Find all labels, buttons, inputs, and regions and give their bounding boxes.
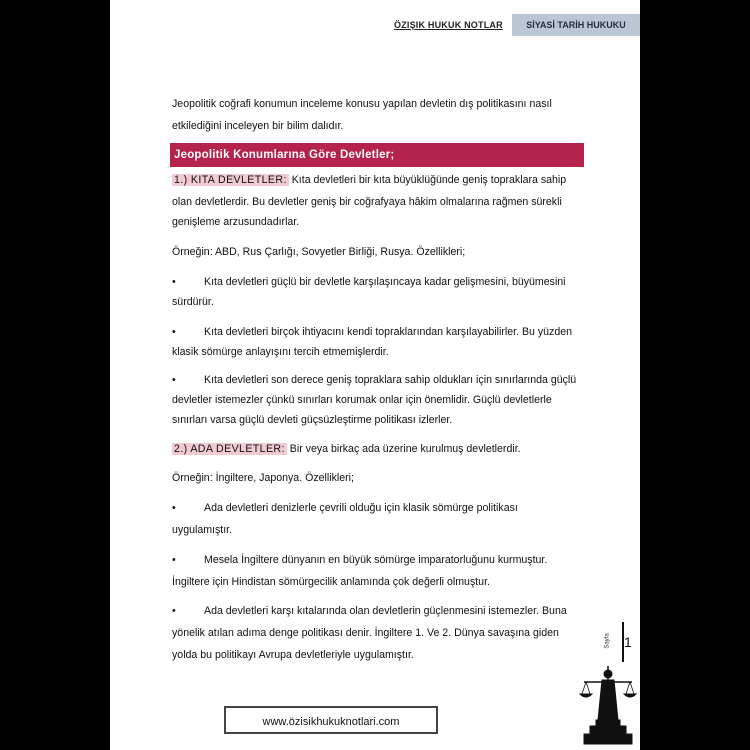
section-banner: Jeopolitik Konumlarına Göre Devletler; bbox=[170, 143, 584, 167]
header-brand: ÖZIŞIK HUKUK NOTLAR bbox=[394, 20, 503, 30]
kita-bullet-3-cont-1: devletler istemezler çünkü sınırları korumak onlar için önemlidir. Güçlü devletlerle bbox=[172, 394, 552, 406]
footer-website: www.özisikhukuknotlari.com bbox=[224, 706, 438, 734]
page-number: 1 bbox=[624, 634, 632, 650]
kita-example: Örneğin: ABD, Rus Çarlığı, Sovyetler Birliği, Rusya. Özellikleri; bbox=[172, 246, 466, 258]
kita-bullet-2: • Kıta devletleri birçok ihtiyacını kendi topraklarından karşılayabilirler. Bu yüzden bbox=[172, 322, 582, 342]
kita-desc-line-2: olan devletlerdir. Bu devletler geniş bir coğrafyaya hâkim olmalarına rağmen sürekli bbox=[172, 196, 562, 208]
kita-bullet-1-cont: sürdürür. bbox=[172, 296, 214, 308]
ada-bullet-3: • Ada devletleri karşı kıtalarında olan devletlerin güçlenmesini istemezler. Buna bbox=[172, 601, 582, 621]
kita-desc-line-3: genişleme arzusundadırlar. bbox=[172, 216, 300, 228]
header-subject: SİYASİ TARİH HUKUKU bbox=[512, 14, 640, 36]
kita-bullet-1: • Kıta devletleri güçlü bir devletle karşılaşıncaya kadar gelişmesini, büyümesini bbox=[172, 272, 582, 292]
bullet-icon: • bbox=[172, 605, 176, 617]
ada-bullet-3-cont-2: yolda bu politikayı Avrupa devletleriyle uygulamıştır. bbox=[172, 649, 414, 661]
ada-bullet-2-cont: İngiltere için Hindistan sömürgecilik anlamında çok değerli olmuştur. bbox=[172, 576, 490, 588]
bullet-icon: • bbox=[172, 326, 176, 338]
intro-line-2: etkilediğini inceleyen bir bilim dalıdır. bbox=[172, 120, 344, 132]
intro-line-1: Jeopolitik coğrafi konumun inceleme konusu yapılan devletin dış politikasını nasıl bbox=[172, 98, 552, 110]
ada-bullet-1-cont: uygulamıştır. bbox=[172, 524, 233, 536]
kita-bullet-3: • Kıta devletleri son derece geniş topraklara sahip oldukları için sınırlarında güçlü bbox=[172, 370, 582, 390]
kita-desc-line-1: 1.) KITA DEVLETLER: Kıta devletleri bir kıta büyüklüğünde geniş topraklara sahip bbox=[174, 174, 567, 186]
bullet-icon: • bbox=[172, 502, 176, 514]
kita-title: 1.) KITA DEVLETLER: bbox=[174, 174, 287, 186]
ada-bullet-1: • Ada devletleri denizlerle çevrili olduğu için klasik sömürge politikası bbox=[172, 498, 582, 518]
document-page bbox=[110, 0, 640, 750]
bullet-icon: • bbox=[172, 554, 176, 566]
kita-bullet-3-cont-2: sınırları varsa güçlü devleti güçsüzleştirme politikası izlerler. bbox=[172, 414, 453, 426]
ada-title: 2.) ADA DEVLETLER: bbox=[174, 443, 285, 455]
ada-desc: 2.) ADA DEVLETLER: Bir veya birkaç ada üzerine kurulmuş devletlerdir. bbox=[174, 443, 521, 455]
kita-bullet-2-cont: klasik sömürge anlayışını tercih etmemişlerdir. bbox=[172, 346, 389, 358]
bullet-icon: • bbox=[172, 374, 176, 386]
lady-justice-icon bbox=[576, 660, 640, 750]
ada-bullet-2: • Mesela İngiltere dünyanın en büyük sömürge imparatorluğunu kurmuştur. bbox=[172, 550, 582, 570]
bullet-icon: • bbox=[172, 276, 176, 288]
ada-example: Örneğin: İngiltere, Japonya. Özellikleri; bbox=[172, 472, 354, 484]
ada-bullet-3-cont-1: yönelik atılan adıma denge politikası denir. İngiltere 1. Ve 2. Dünya savaşına giden bbox=[172, 627, 559, 639]
page-label: Sayfa bbox=[604, 633, 611, 649]
